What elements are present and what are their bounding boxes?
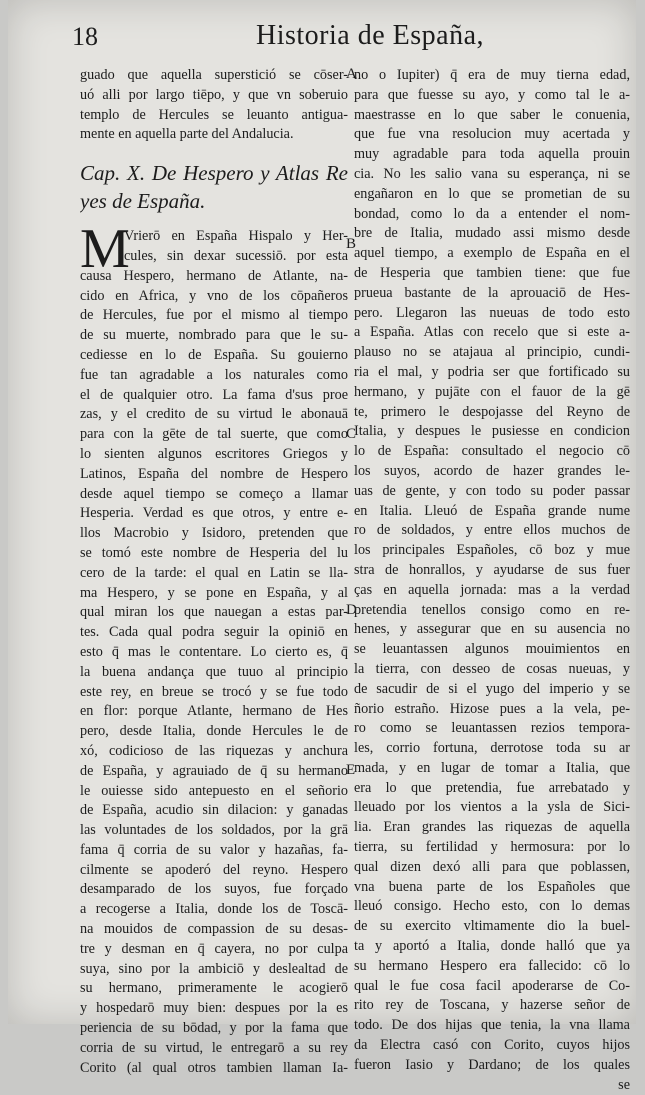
text-line: era lo que pretendia, fue arrebatado y	[354, 779, 630, 796]
text-line: desde aquel tiempo se começo a llamar	[80, 485, 348, 502]
text-line: lo sienten algunos escritores Griegos y	[80, 445, 348, 462]
text-line: guado que aquella superstició se cōser-	[80, 67, 348, 83]
text-line: ro como se leuantassen rezios tempora-	[354, 720, 630, 737]
text-line: na mouidos de compassion de su desas-	[80, 921, 348, 938]
text-line: que fue vna resolucion muy acertada y	[354, 126, 630, 143]
text-line: ta y aportó a Italia, donde halló que ya	[354, 938, 630, 955]
text-line: su hermano, primeramente le acogierō	[80, 980, 348, 997]
left-column	[80, 66, 348, 1078]
text-line: mente en aquella parte del Andalucia.	[80, 126, 294, 143]
text-line: corria de su virtud, le entregarō a su rey	[80, 1039, 348, 1056]
text-line: bre de Italia, mudado assi mismo desde	[354, 225, 630, 242]
text-line: a España. Atlas con recelo que si este a-	[354, 324, 630, 341]
page-header	[72, 22, 606, 62]
text-line: de Hercules, fue por el mismo al tiempo	[80, 307, 348, 324]
text-line: de su muerte, nombrado para que le su-	[80, 327, 348, 344]
text-line: aquel tiempo, a exemplo de España en el	[354, 245, 630, 262]
text-line: les, corrio fortuna, derrotose toda su ar	[354, 740, 630, 757]
catchword: se	[618, 1076, 630, 1093]
text-line: te, primero le despojasse del Reyno de	[354, 403, 630, 420]
text-line: cediesse en lo de España. Su gouierno	[80, 346, 348, 363]
text-line: Corito (al qual otros tambien llaman Ia-	[80, 1059, 348, 1076]
text-line: de Hesperia que tambien tiene: que fue	[354, 264, 630, 281]
text-line: la buena andança que tuuo al principio	[80, 663, 348, 680]
text-line: este rey, en breue se trocó y se fue todo	[80, 683, 348, 700]
text-line: fue tan agradable a los naturales como	[80, 366, 348, 383]
text-line: las voluntades de los soldados, por la grā	[80, 822, 348, 839]
left-body-text	[80, 267, 348, 1079]
text-line: causa Hespero, hermano de Atlante, na-	[80, 267, 348, 284]
text-line: cilmente se apoderó del reyno. Hespero	[80, 861, 348, 878]
text-line: templo de Hercules se leuanto antigua-	[80, 106, 348, 123]
text-line: en Italia. Lleuó de España grande nume	[354, 502, 630, 519]
text-line: cia. No les salio vana su esperança, ni se	[354, 165, 630, 182]
text-line: Hesperia. Verdad es que otros, y entre e-	[80, 505, 348, 522]
text-line: qual miran los que nauegan a estas par-	[80, 604, 348, 621]
text-line: xó, codicioso de las riquezas y anchura	[80, 742, 348, 759]
text-line: fueron Iasio y Dardano; de los quales	[354, 1056, 630, 1073]
text-line: en flor: porque Atlante, hermano de Hes	[80, 703, 348, 720]
text-line: tierra, su fertilidad y hermosura: por lo	[354, 839, 630, 856]
text-line: los principales Españoles, cō boz y mue	[354, 542, 630, 559]
text-line: mada, y en lugar de tomar a Italia, que	[354, 759, 630, 776]
text-line: tes. Cada qual podra seguir la opiniō en	[80, 624, 348, 641]
text-line: se leuantassen algunos mouimientos en	[354, 641, 630, 658]
text-line: uas de gente, y con todo su poder passar	[354, 482, 630, 499]
text-line: tre y desman en q̄ cayera, no por culpa	[80, 940, 348, 957]
text-line: ma Hespero, y se pone en España, y al	[80, 584, 348, 601]
text-line: vna buena parte de los Españoles que	[354, 878, 630, 895]
text-line: pero. Llegaron las nueuas de todo esto	[354, 304, 630, 321]
text-line: esto q̄ mas le contentare. Lo cierto es, q̄	[80, 643, 348, 660]
margin-letter-a: A	[346, 66, 357, 82]
text-line: zas, y el credito de su virtud le abonauā	[80, 406, 348, 423]
text-line: de su exercito vltimamente dio la buel-	[354, 918, 630, 935]
margin-letter-c: C	[346, 426, 357, 442]
text-line: da Electra casó con Corito, cuyos hijos	[354, 1037, 630, 1054]
text-line: su hermano Hespero era fallecido: cō lo	[354, 957, 630, 974]
text-line: para con la gēte de tal suerte, que como	[80, 426, 348, 443]
text-line: ñorio estraño. Hizose pues a la vela, pe-	[354, 700, 630, 717]
text-line: cero de la tarde: el qual en Latin se lla-	[80, 564, 348, 581]
text-line: hermano, y pujāte con el fauor de la gē	[354, 383, 630, 400]
text-line: Italia, y despues le pusiesse en condicion	[354, 423, 630, 440]
text-line: pero, desde Italia, donde Hercules le de	[80, 723, 348, 740]
text-line: engañaron en lo que se prometian de su	[354, 185, 630, 202]
page-number: 18	[72, 22, 98, 51]
text-line: prueua bastante de la aprouaciō de Hes-	[354, 284, 630, 301]
text-line: fama q̄ corria de su valor y hazañas, fa-	[80, 841, 348, 858]
text-line: suya, sino por la ambiciō y deslealtad de	[80, 960, 348, 977]
text-line: lleuó consigo. Hecho esto, con lo demas	[354, 898, 630, 915]
margin-letter-e: E	[346, 762, 356, 778]
text-line: bondad, como lo da a entender el nom-	[354, 205, 630, 222]
chapter-heading-line: yes de España.	[80, 189, 206, 214]
text-line: de España, acudio sin dilacion: y ganadas	[80, 802, 348, 819]
text-line: de sacudir de si el yugo del imperio y se	[354, 680, 630, 697]
text-line: Vrierō en España Hispalo y Her-	[124, 228, 348, 245]
text-line: de España, y agrauiado de q̄ su hermano	[80, 762, 348, 779]
text-line: le ouiesse sido antepuesto en el señorio	[80, 782, 348, 799]
text-line: periencia de su bōdad, y por la fama que	[80, 1020, 348, 1037]
text-line: qual dizen dexó alli para que poblassen,	[354, 858, 630, 875]
text-line: maestrasse en lo que saber le conuenia,	[354, 106, 630, 123]
text-line: ças en aquella jornada: mas a la verdad	[354, 581, 630, 598]
drop-cap: M	[80, 218, 130, 281]
text-line: henes, y assegurar que en su ausencia no	[354, 621, 630, 638]
text-line: a recogerse a Italia, donde los de Toscā-	[80, 901, 348, 918]
text-line: lo de España: consultado el negocio cō	[354, 443, 630, 460]
text-line: todo. De dos hijas que tenia, la vna llama	[354, 1017, 630, 1034]
text-line: los suyos, acordo de hazer grandes le-	[354, 462, 630, 479]
text-line: y hospedarō muy bien: despues por la es	[80, 1000, 348, 1017]
book-page	[8, 0, 636, 1093]
text-line: ria el mal, y podria ser que fortificado su	[354, 363, 630, 380]
text-line: para que fuesse su ayo, y como tal le a-	[354, 86, 630, 103]
text-line: no o Iupiter) q̄ era de muy tierna edad,	[354, 67, 630, 83]
text-line: stra de honrallos, y ayudarse de sus fuer	[354, 561, 630, 578]
text-line: qual le fue cosa facil apoderarse de Co-	[354, 977, 630, 994]
running-title: Historia de España,	[256, 20, 484, 51]
text-line: cido en Africa, y vno de los cōpañeros	[80, 287, 348, 304]
text-line: cules, sin dexar sucessiō. por esta	[124, 247, 348, 264]
left-intro-text	[80, 66, 348, 145]
chapter-heading-line: Cap. X. De Hespero y Atlas Re	[80, 161, 348, 186]
text-line: muy agradable para toda aquella prouin	[354, 146, 630, 163]
text-line: desamparado de los suyos, fue forçado	[80, 881, 348, 898]
text-line: plauso no se atajaua al principio, cundi-	[354, 344, 630, 361]
text-line: se tomó este nombre de Hesperia del lu	[80, 544, 348, 561]
text-line: rito rey de Toscana, y hazerse señor de	[354, 997, 630, 1014]
text-line: lleuado por los vientos a la ysla de Sici-	[354, 799, 630, 816]
text-line: Latinos, España del nombre de Hespero	[80, 465, 348, 482]
text-line: llos Macrobio y Isidoro, pretenden que	[80, 525, 348, 542]
text-line: el de qualquier otro. La fama d'sus proe	[80, 386, 348, 403]
text-line: pretendia tenellos consigo como en re-	[354, 601, 630, 618]
text-line: ro de soldados, y entre ellos muchos de	[354, 522, 630, 539]
chapter-heading	[80, 159, 348, 215]
right-column	[354, 66, 630, 1095]
text-line: la tierra, con desseo de cosas nueuas, y	[354, 660, 630, 677]
text-line: uó alli por largo tiēpo, y que vn soberuio	[80, 86, 348, 103]
right-body-text	[354, 66, 630, 1076]
margin-letter-b: B	[346, 236, 357, 252]
margin-letter-d: D	[346, 602, 357, 618]
text-line: lia. Eran grandes las riquezas de aquella	[354, 819, 630, 836]
